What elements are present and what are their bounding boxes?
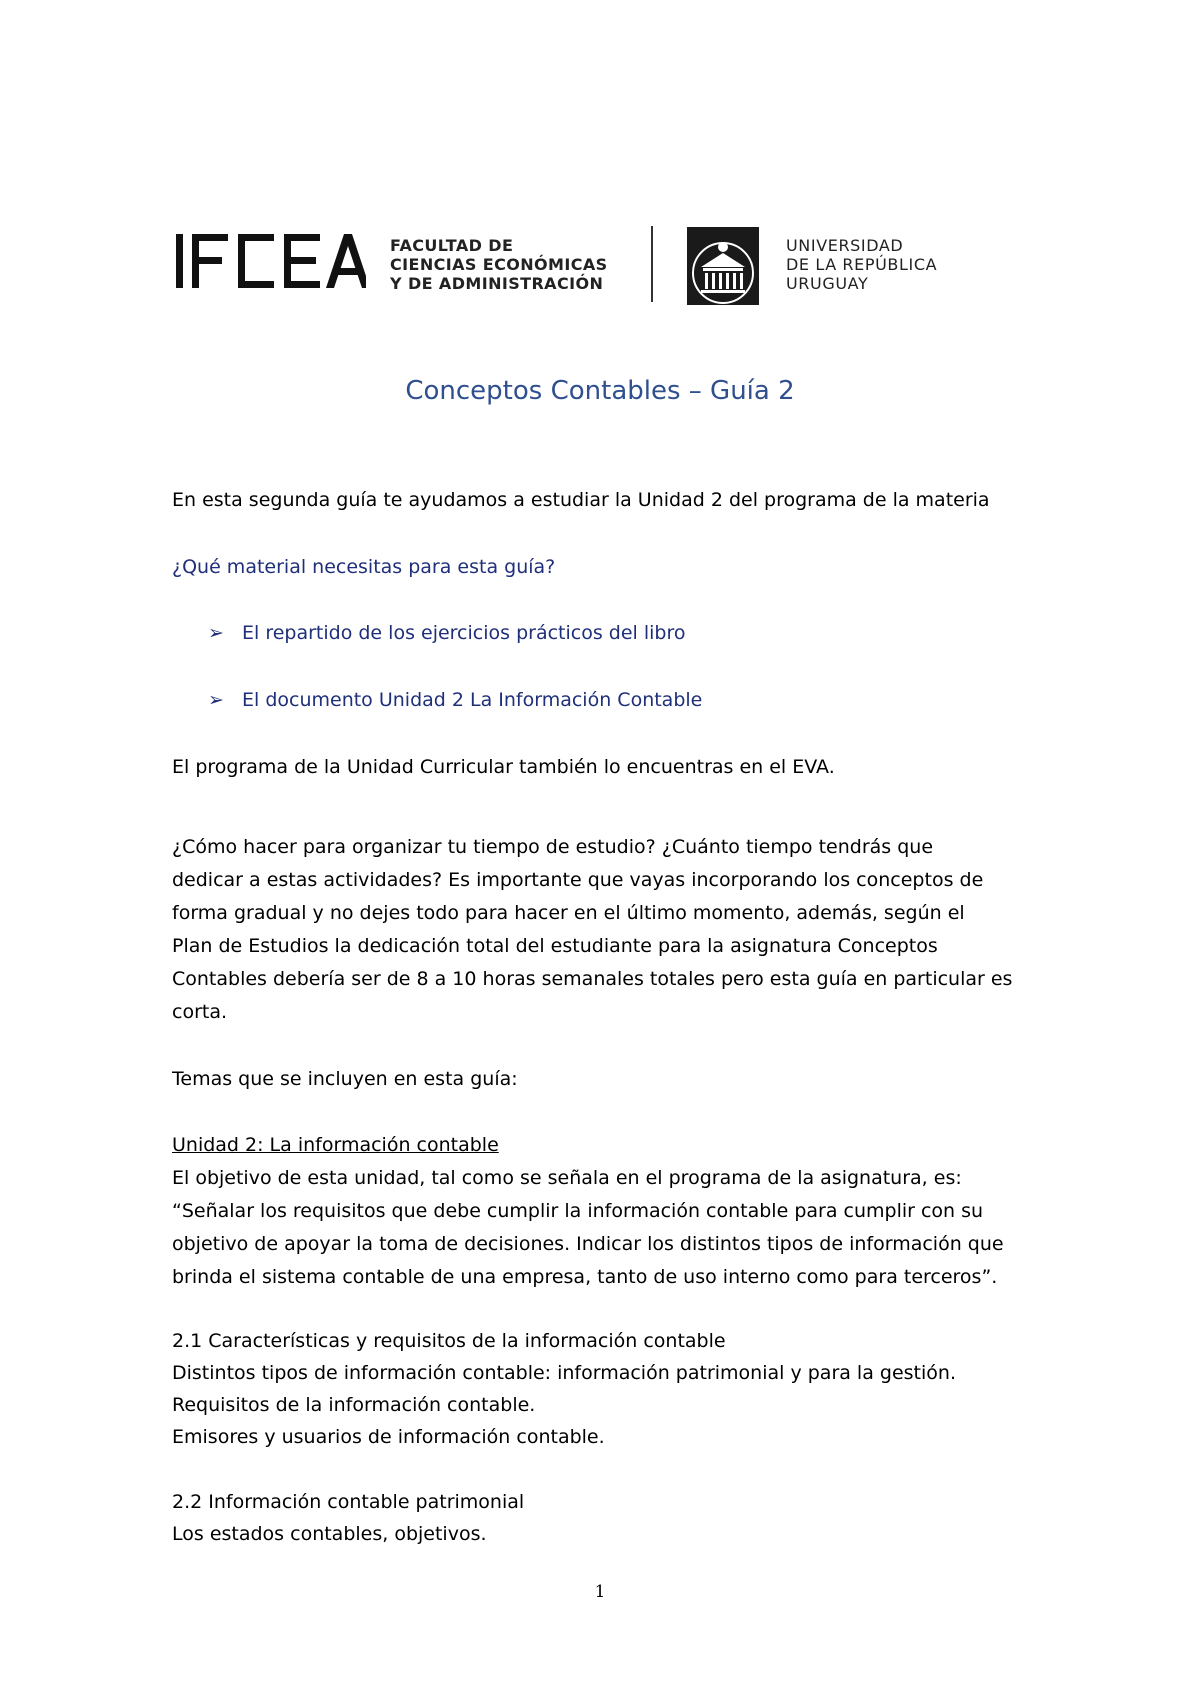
university-line-2: DE LA REPÚBLICA [786,255,938,274]
study-paragraph-line: Plan de Estudios la dedicación total del estudiante para la asignatura Conceptos [172,935,938,957]
unit-objective-line: El objetivo de esta unidad, tal como se señala en el programa de la asignatura, es: [172,1167,962,1189]
study-paragraph-line: corta. [172,1001,228,1023]
faculty-line-3: Y DE ADMINISTRACIÓN [390,274,604,293]
section-2-1-line: Emisores y usuarios de información contable. [172,1426,605,1448]
unit-objective-line: brinda el sistema contable de una empresa, tanto de uso interno como para terceros”. [172,1266,998,1288]
material-item-label: El documento Unidad 2 La Información Contable [242,689,703,711]
program-note: El programa de la Unidad Curricular también lo encuentras en el EVA. [172,756,835,778]
unit-objective-line: objetivo de apoyar la toma de decisiones. Indicar los distintos tipos de información que [172,1233,1004,1255]
udelar-seal-icon [687,227,759,305]
study-paragraph-line: dedicar a estas actividades? Es importante que vayas incorporando los conceptos de [172,869,984,891]
faculty-name [390,236,608,293]
section-2-1-line: Requisitos de la información contable. [172,1394,536,1416]
section-2-2-line: Los estados contables, objetivos. [172,1523,487,1545]
document-title: Conceptos Contables – Guía 2 [405,376,795,406]
intro-text: En esta segunda guía te ayudamos a estudiar la Unidad 2 del programa de la materia [172,489,990,511]
page-number: 1 [594,1582,606,1602]
study-paragraph-line: Contables debería ser de 8 a 10 horas semanales totales pero esta guía en particular es [172,968,1013,990]
university-line-3: URUGUAY [786,274,869,293]
section-2-1-heading: 2.1 Características y requisitos de la información contable [172,1330,726,1352]
university-name [786,236,937,293]
arrow-bullet-icon: ➢ [208,622,224,644]
study-paragraph-line: forma gradual y no dejes todo para hacer en el último momento, además, según el [172,902,965,924]
faculty-line-2: CIENCIAS ECONÓMICAS [390,255,608,274]
material-question: ¿Qué material necesitas para esta guía? [172,556,556,578]
material-item [208,684,702,717]
fcea-logo [176,234,366,288]
unit-heading: Unidad 2: La información contable [172,1134,499,1156]
material-item [208,617,685,650]
section-2-2-heading: 2.2 Información contable patrimonial [172,1491,525,1513]
header-divider [651,226,653,302]
section-2-1-line: Distintos tipos de información contable: información patrimonial y para la gestión. [172,1362,956,1384]
material-item-label: El repartido de los ejercicios prácticos del libro [242,622,686,644]
unit-objective-line: “Señalar los requisitos que debe cumplir la información contable para cumplir con su [172,1200,984,1222]
study-paragraph-line: ¿Cómo hacer para organizar tu tiempo de estudio? ¿Cuánto tiempo tendrás que [172,836,934,858]
faculty-line-1: FACULTAD DE [390,236,514,255]
topics-heading: Temas que se incluyen en esta guía: [172,1068,518,1090]
university-line-1: UNIVERSIDAD [786,236,904,255]
arrow-bullet-icon: ➢ [208,689,224,711]
document-header [176,222,936,306]
